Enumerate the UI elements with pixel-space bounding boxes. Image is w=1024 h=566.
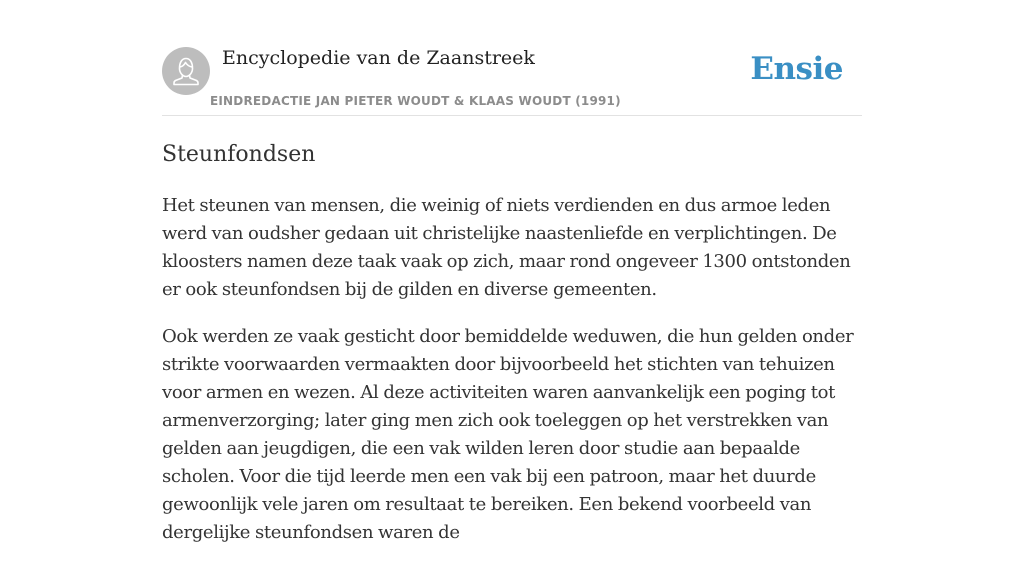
article-paragraph-1: Het steunen van mensen, die weinig of niets verdienden en dus armoe leden werd van oudsher gedaan uit christelijke naastenliefde en verplichtingen. De kloosters namen deze taak vaak op zich, maar rond ongeveer 1300 ontstonden er ook steunfondsen bij de gilden en diverse gemeenten. [162, 195, 851, 300]
user-avatar-icon[interactable] [162, 47, 210, 95]
ensie-logo[interactable]: Ensie [750, 51, 843, 87]
article-title: Steunfondsen [162, 142, 316, 167]
article-body [162, 192, 862, 566]
article-paragraph-2: Ook werden ze vaak gesticht door bemiddelde weduwen, die hun gelden onder strikte voorwaarden vermaakten door bijvoorbeeld het stichten van tehuizen voor armen en wezen. Al deze activiteiten waren aanvankelijk een poging tot armenverzorging; later ging men zich ook toeleggen op het verstrekken van gelden aan jeugdigen, die een vak wilden leren door studie aan bepaalde scholen. Voor die tijd leerde men een vak bij een patroon, maar het duurde gewoonlijk vele jaren om resultaat te bereiken. Een bekend voorbeeld van dergelijke steunfondsen waren de [162, 326, 854, 543]
book-title-link[interactable]: Encyclopedie van de Zaanstreek [222, 47, 535, 69]
page [162, 0, 862, 543]
editorial-byline: EINDREDACTIE JAN PIETER WOUDT & KLAAS WOUDT (1991) [210, 94, 621, 108]
person-icon [162, 47, 210, 95]
page-header [162, 0, 862, 116]
